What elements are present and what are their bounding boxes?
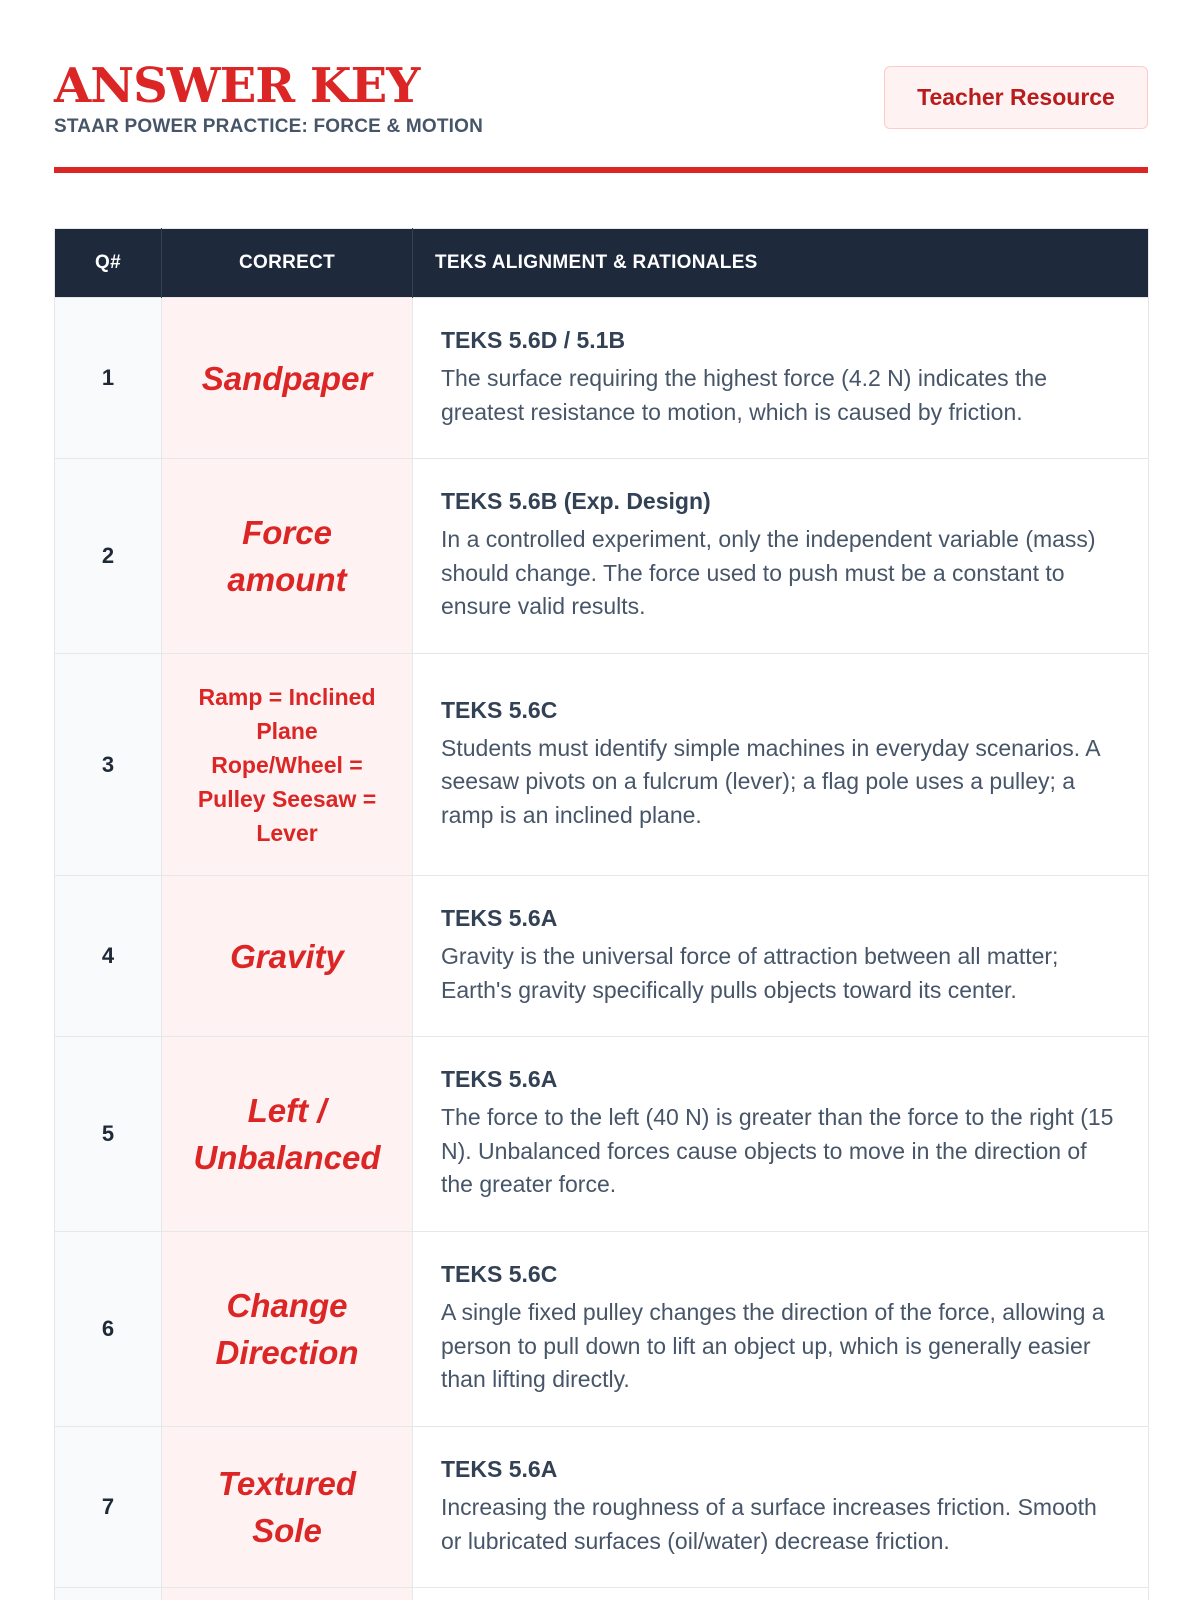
rationale-text: Students must identify simple machines in everyday scenarios. A seesaw pivots on a fulcrum (lever); a flag pole uses a pulley; a ramp is an inclined plane. [441, 734, 1100, 828]
correct-answer: Ramp = Inclined Plane Rope/Wheel = Pulley Seesaw = Lever [162, 654, 413, 876]
rationale-text: In a controlled experiment, only the independent variable (mass) should change. The force used to push must be a constant to ensure valid results. [441, 526, 1096, 620]
answer-key-page [54, 0, 1148, 1554]
rationale-text: Gravity is the universal force of attraction between all matter; Earth's gravity specifically pulls objects toward its center. [441, 943, 1059, 1003]
teks-code: TEKS 5.6B (Exp. Design) [441, 488, 711, 515]
correct-answer [162, 1588, 413, 1600]
rationale-cell [413, 1588, 1149, 1600]
rationale-cell [413, 1427, 1149, 1588]
table-row [55, 1427, 1149, 1588]
rationale-text: A single fixed pulley changes the direction of the force, allowing a person to pull down to lift an object up, which is generally easier than lifting directly. [441, 1299, 1105, 1393]
table-row [55, 1588, 1149, 1600]
question-number: 3 [55, 654, 162, 876]
rationale-cell [413, 654, 1149, 876]
question-number: 4 [55, 876, 162, 1037]
correct-answer: Change Direction [162, 1232, 413, 1427]
teks-code: TEKS 5.6A [441, 1456, 558, 1482]
table-row [55, 459, 1149, 654]
question-number: 2 [55, 459, 162, 654]
teks-code: TEKS 5.6C [441, 696, 558, 723]
rationale-text: The surface requiring the highest force (4.2 N) indicates the greatest resistance to motion, which is caused by friction. [441, 365, 1047, 425]
correct-answer: Textured Sole [162, 1427, 413, 1588]
question-number: 6 [55, 1232, 162, 1427]
question-number: 1 [55, 298, 162, 459]
question-number [55, 1588, 162, 1600]
rationale-text: The force to the left (40 N) is greater than the force to the right (15 N). Unbalanced forces cause objects to move in the direction of the greater force. [441, 1104, 1114, 1198]
teks-code: TEKS 5.6D / 5.1B [441, 327, 626, 353]
page-header [54, 0, 1148, 175]
page-title: ANSWER KEY [54, 58, 420, 114]
column-header-rationale: TEKS ALIGNMENT & RATIONALES [435, 252, 758, 273]
question-number: 7 [55, 1427, 162, 1588]
answer-key-table [54, 228, 1149, 1600]
header-divider [54, 167, 1148, 173]
table-row [55, 654, 1149, 876]
column-header-question: Q# [55, 229, 162, 298]
table-row [55, 1232, 1149, 1427]
rationale-cell [413, 298, 1149, 459]
teks-code: TEKS 5.6A [441, 1066, 558, 1093]
teks-code: TEKS 5.6C [441, 1261, 558, 1288]
rationale-cell [413, 1232, 1149, 1427]
column-header-correct: CORRECT [162, 229, 413, 298]
page-subtitle: STAAR POWER PRACTICE: FORCE & MOTION [54, 116, 484, 137]
rationale-cell [413, 1037, 1149, 1232]
table-row [55, 298, 1149, 459]
rationale-cell [413, 459, 1149, 654]
teacher-resource-badge: Teacher Resource [884, 66, 1148, 129]
table-row [55, 1037, 1149, 1232]
correct-answer: Sandpaper [162, 298, 413, 459]
table-row [55, 876, 1149, 1037]
correct-answer: Gravity [162, 876, 413, 1037]
table-header-row [55, 229, 1149, 298]
question-number: 5 [55, 1037, 162, 1232]
correct-answer: Force amount [162, 459, 413, 654]
rationale-text: Increasing the roughness of a surface increases friction. Smooth or lubricated surfaces (oil/water) decrease friction. [441, 1494, 1097, 1554]
teks-code: TEKS 5.6A [441, 905, 558, 931]
correct-answer: Left / Unbalanced [162, 1037, 413, 1232]
rationale-cell [413, 876, 1149, 1037]
